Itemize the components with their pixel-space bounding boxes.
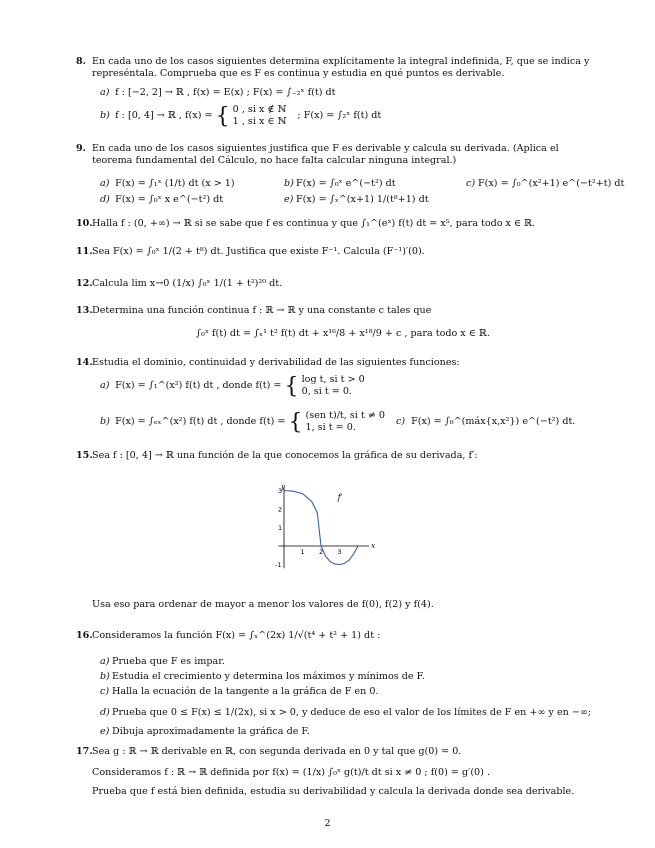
case-1: log t, si t > 0	[301, 374, 365, 385]
problem-16a	[100, 656, 225, 668]
problem-9	[78, 143, 598, 168]
item-label: d)	[100, 194, 110, 205]
curve-label: f′	[337, 492, 343, 502]
problem-followup: Usa eso para ordenar de mayor a menor los valores de f(0), f(2) y f(4).	[92, 599, 434, 610]
formula-left: f : [0, 4] → ℝ , f(x) =	[115, 110, 213, 121]
item-label: b)	[284, 178, 294, 189]
item-label: b)	[100, 671, 110, 682]
item-label: a)	[100, 380, 110, 391]
item-label: c)	[396, 416, 406, 427]
case-2: 1 , si x ∈ ℕ	[232, 116, 287, 128]
item-label: d)	[100, 707, 110, 718]
problem-9-row2	[100, 194, 655, 206]
y-tick-label: 2	[278, 505, 283, 514]
item-text: Prueba que F es impar.	[112, 656, 225, 667]
formula: F(x) = ∫₀ˣ x e^(−t²) dt	[115, 194, 224, 205]
problem-number: 9.	[76, 143, 87, 154]
problem-number: 14.	[76, 357, 93, 368]
formula-left: F(x) = ∫ₑₓ^(x²) f(t) dt , donde f(t) =	[115, 416, 286, 427]
problem-number: 15.	[76, 450, 93, 461]
problem-17	[78, 746, 598, 758]
problem-number: 11.	[76, 246, 93, 257]
problem-14	[78, 357, 598, 369]
problem-statement: Sea F(x) = ∫₀ˣ 1/(2 + t⁸) dt. Justifica que existe F⁻¹. Calcula (F⁻¹)′(0).	[92, 246, 425, 257]
y-tick-label: 3	[278, 487, 283, 495]
formula: F(x) = ∫ₓ^(x+1) 1/(t⁸+1) dt	[296, 194, 429, 205]
problem-number: 17.	[76, 746, 93, 757]
problem-15-after	[78, 599, 598, 611]
problem-number: 12.	[76, 278, 93, 289]
left-brace: {	[215, 104, 230, 129]
problem-number: 13.	[76, 305, 93, 316]
problem-14b	[100, 408, 620, 438]
problem-statement: Sea f : [0, 4] → ℝ una función de la que conocemos la gráfica de su derivada, f′:	[92, 450, 478, 461]
formula: F(x) = ∫₀^(x²+1) e^(−t²+t) dt	[478, 178, 625, 189]
item-label: c)	[100, 686, 110, 697]
problem-statement: Calcula lim x→0 (1/x) ∫₀ˣ 1/(1 + t²)²⁰ dt.	[92, 278, 283, 289]
item-label: a)	[100, 656, 110, 667]
item-text: Halla la ecuación de la tangente a la gráfica de F en 0.	[112, 686, 379, 697]
problem-11	[78, 246, 598, 258]
formula-right: ; F(x) = ∫₂ˣ f(t) dt	[297, 110, 382, 121]
problem-17-task	[78, 786, 598, 798]
problem-number: 10.	[76, 218, 93, 229]
problem-statement: En cada uno de los casos siguientes determina explícitamente la integral indefinida, F, que se indica y represéntala. Comprueba que es F es continua y estudia en qué puntos es derivable.	[92, 56, 590, 80]
x-tick-label: 2	[319, 548, 324, 556]
case-1: (sen t)/t, si t ≠ 0	[305, 410, 386, 421]
problem-8a	[100, 87, 336, 99]
item-label: e)	[100, 726, 110, 737]
problem-13	[78, 305, 598, 317]
case-2: 0, si t = 0.	[301, 386, 352, 398]
problem-13-formula: ∫₀ˣ f(t) dt = ∫ₓ¹ t² f(t) dt + x¹⁶/8 + x¹⁸/9 + c , para todo x ∈ ℝ.	[196, 328, 490, 339]
problem-statement: Estudia el dominio, continuidad y derivabilidad de las siguientes funciones:	[92, 357, 460, 368]
item-text: Dibuja aproximadamente la gráfica de F.	[112, 726, 310, 737]
item-text: Prueba que 0 ≤ F(x) ≤ 1/(2x), si x > 0, y deduce de eso el valor de los límites de F en +∞ y en −∞;	[112, 707, 592, 718]
item-label: a)	[100, 87, 110, 98]
item-label: b)	[100, 110, 110, 121]
problem-9-row1	[100, 178, 655, 190]
problem-statement: Halla f : (0, +∞) → ℝ si se sabe que f es continua y que ∫₁^(eˣ) f(t) dt = x⁵, para todo x ∈ ℝ.	[92, 218, 536, 229]
item-label: e)	[284, 194, 294, 205]
x-tick-label: 3	[337, 548, 342, 556]
item-label: c)	[466, 178, 476, 189]
left-brace: {	[284, 374, 299, 399]
y-tick-label: -1	[275, 561, 282, 569]
left-brace: {	[288, 410, 303, 435]
problem-12	[78, 278, 598, 290]
y-axis-label: y	[281, 482, 285, 491]
x-axis-label: x	[371, 542, 376, 550]
problem-15	[78, 450, 598, 462]
problem-16c	[100, 686, 379, 698]
formula-left: F(x) = ∫₁^(x²) f(t) dt , donde f(t) =	[115, 380, 282, 391]
problem-statement: Consideramos la función F(x) = ∫ₓ^(2x) 1/√(t⁴ + t² + 1) dt :	[92, 630, 381, 641]
problem-16e	[100, 726, 310, 738]
problem-number: 16.	[76, 630, 93, 641]
problem-statement: En cada uno de los casos siguientes justifica que F es derivable y calcula su derivada. (Aplica el teorema fundamental del Cálculo, no hace falta calcular ninguna integral.)	[92, 143, 559, 167]
problem-statement: Sea g : ℝ → ℝ derivable en ℝ, con segunda derivada en 0 y tal que g(0) = 0.	[92, 746, 462, 757]
page-number: 2	[324, 818, 331, 829]
x-tick-label: 1	[300, 548, 305, 556]
problem-number: 8.	[76, 56, 87, 67]
case-1: 0 , si x ∉ ℕ	[232, 104, 287, 115]
formula: F(x) = ∫₁ˣ (1/t) dt (x > 1)	[115, 178, 235, 189]
case-2: 1, si t = 0.	[305, 422, 356, 434]
problem-10	[78, 218, 598, 230]
item-label: a)	[100, 178, 110, 189]
problem-8	[78, 56, 598, 81]
problem-statement: Determina una función continua f : ℝ → ℝ y una constante c tales que	[92, 305, 432, 316]
formula: F(x) = ∫₀ˣ e^(−t²) dt	[296, 178, 396, 189]
formula: f : [−2, 2] → ℝ , f(x) = E(x) ; F(x) = ∫₋₂ˣ f(t) dt	[115, 87, 336, 98]
problem-16b	[100, 671, 425, 683]
problem-14a	[100, 372, 365, 402]
y-tick-label: 1	[278, 524, 283, 532]
formula: F(x) = ∫₀^(máx{x,x²}) e^(−t²) dt.	[411, 416, 576, 427]
task: Prueba que f está bien definida, estudia su derivabilidad y calcula la derivada donde sea derivable.	[92, 786, 575, 797]
item-text: Estudia el crecimiento y determina los máximos y mínimos de F.	[112, 671, 425, 682]
derivative-graph	[272, 476, 382, 578]
problem-17-definition	[78, 767, 598, 779]
problem-8b	[100, 104, 381, 130]
item-label: b)	[100, 416, 110, 427]
problem-16	[78, 630, 598, 642]
definition: Consideramos f : ℝ → ℝ definida por f(x) = (1/x) ∫₀ˣ g(t)/t dt si x ≠ 0 ; f(0) = g′(0) .	[92, 767, 491, 778]
problem-16d	[100, 707, 591, 719]
